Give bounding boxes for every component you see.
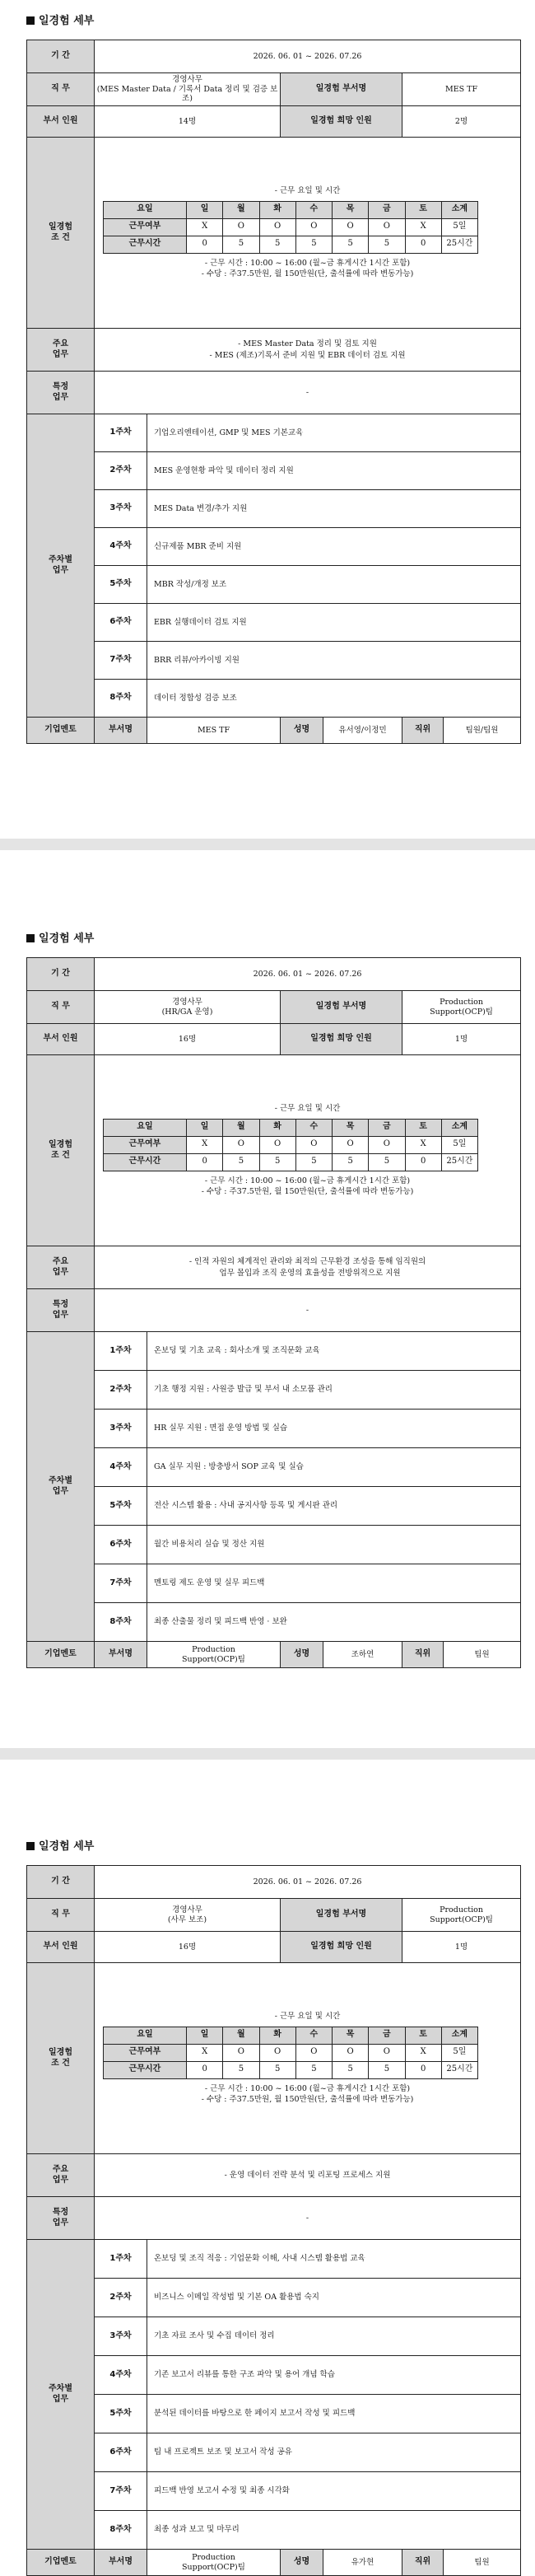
week-task: 팀 내 프로젝트 보조 및 보고서 작성 공유 <box>147 2433 521 2472</box>
dept-count-label: 부서 인원 <box>27 1024 95 1055</box>
period-label: 기 간 <box>27 958 95 991</box>
main-tasks-label: 주요 업무 <box>27 329 95 372</box>
mentor-label: 기업멘토 <box>27 1642 95 1668</box>
schedule-header: 일 <box>187 201 223 218</box>
section-title <box>26 929 94 945</box>
schedule-cell: 5 <box>369 1153 405 1171</box>
schedule-header: 수 <box>295 201 332 218</box>
schedule-cell: 5 <box>223 1153 259 1171</box>
schedule-cell: O <box>295 2044 332 2061</box>
schedule-cell: O <box>259 1136 295 1153</box>
detail-table <box>26 1865 521 2576</box>
week-task: GA 실무 지원 : 방충방서 SOP 교육 및 실습 <box>147 1448 521 1487</box>
schedule-table <box>103 201 478 254</box>
schedule-header: 화 <box>259 201 295 218</box>
schedule-cell: O <box>223 1136 259 1153</box>
mentor-dept-value: Production Support(OCP)팀 <box>147 1642 281 1668</box>
condition-note: - 수당 : 주37.5만원, 월 150만원(단, 출석률에 따라 변동가능) <box>201 269 414 279</box>
schedule-cell: O <box>369 2044 405 2061</box>
schedule-header: 월 <box>223 2027 259 2044</box>
hope-count-label: 일경험 희망 인원 <box>281 106 402 138</box>
page-separator <box>0 1748 535 1760</box>
schedule-header: 토 <box>405 2027 441 2044</box>
schedule-row-label: 근무여부 <box>104 218 187 236</box>
week-task: MES 운영현황 파악 및 데이터 정리 지원 <box>147 452 521 490</box>
detail-table <box>26 40 521 744</box>
mentor-dept-label: 부서명 <box>95 718 147 744</box>
week-label: 4주차 <box>95 528 147 566</box>
hope-count-label: 일경험 희망 인원 <box>281 1024 402 1055</box>
schedule-cell: 5 <box>259 1153 295 1171</box>
schedule-cell: X <box>405 1136 441 1153</box>
schedule-cell: 5 <box>295 1153 332 1171</box>
schedule-cell: O <box>369 1136 405 1153</box>
schedule-header: 목 <box>333 2027 369 2044</box>
period-value: 2026. 06. 01 ~ 2026. 07.26 <box>95 958 521 991</box>
week-label: 3주차 <box>95 2317 147 2356</box>
main-task-item: 업무 몰입과 조직 운영의 효율성을 전방위적으로 지원 <box>214 1268 401 1278</box>
week-label: 7주차 <box>95 2472 147 2511</box>
hope-count-value: 1명 <box>402 1024 521 1055</box>
schedule-cell: 5 <box>295 2061 332 2078</box>
mentor-dept-value: Production Support(OCP)팀 <box>147 2550 281 2576</box>
schedule-cell: 0 <box>187 236 223 253</box>
week-task: 멘토링 제도 운영 및 실무 피드백 <box>147 1564 521 1603</box>
schedule-header: 수 <box>295 1119 332 1136</box>
mentor-position-label: 직위 <box>402 1642 444 1668</box>
mentor-dept-label: 부서명 <box>95 2550 147 2576</box>
schedule-cell: O <box>223 2044 259 2061</box>
condition-note: - 수당 : 주37.5만원, 월 150만원(단, 출석률에 따라 변동가능) <box>201 1187 414 1197</box>
hope-count-value: 1명 <box>402 1932 521 1963</box>
schedule-cell: 25시간 <box>441 1153 477 1171</box>
square-bullet-icon <box>26 16 35 25</box>
week-task: 신규제품 MBR 준비 지원 <box>147 528 521 566</box>
week-label: 1주차 <box>95 1332 147 1371</box>
schedule-cell: 5 <box>259 2061 295 2078</box>
conditions-heading: - 근무 요일 및 시간 <box>274 2011 341 2021</box>
dept-name-value: MES TF <box>402 73 521 106</box>
duty-value: 경영사무 (HR/GA 운영) <box>95 991 281 1024</box>
period-label: 기 간 <box>27 1866 95 1899</box>
schedule-cell: O <box>223 218 259 236</box>
schedule-cell: 5 <box>223 2061 259 2078</box>
special-tasks-label: 특정 업무 <box>27 1289 95 1332</box>
duty-label: 직 무 <box>27 73 95 106</box>
mentor-position-label: 직위 <box>402 718 444 744</box>
schedule-header: 토 <box>405 1119 441 1136</box>
schedule-header: 화 <box>259 2027 295 2044</box>
mentor-position-value: 팀원 <box>444 2550 521 2576</box>
schedule-cell: 0 <box>405 1153 441 1171</box>
schedule-cell: 0 <box>405 236 441 253</box>
mentor-name-label: 성명 <box>281 1642 323 1668</box>
mentor-position-value: 팀원 <box>444 1642 521 1668</box>
main-tasks-block <box>95 2154 521 2197</box>
special-tasks-label: 특정 업무 <box>27 372 95 414</box>
main-tasks-block <box>95 1246 521 1289</box>
week-task: MES Data 변경/추가 지원 <box>147 490 521 528</box>
schedule-header: 월 <box>223 201 259 218</box>
week-task: 데이터 정합성 검증 보조 <box>147 680 521 718</box>
mentor-dept-value: MES TF <box>147 718 281 744</box>
dept-name-label: 일경험 부서명 <box>281 1899 402 1932</box>
period-label: 기 간 <box>27 40 95 73</box>
week-label: 8주차 <box>95 1603 147 1642</box>
dept-name-label: 일경험 부서명 <box>281 73 402 106</box>
dept-count-value: 14명 <box>95 106 281 138</box>
schedule-header: 요일 <box>104 201 187 218</box>
schedule-cell: 5 <box>369 2061 405 2078</box>
dept-name-value: Production Support(OCP)팀 <box>402 991 521 1024</box>
section-title-text: 일경험 세부 <box>39 1840 95 1853</box>
schedule-header: 요일 <box>104 1119 187 1136</box>
square-bullet-icon <box>26 1842 35 1850</box>
schedule-row-label: 근무시간 <box>104 1153 187 1171</box>
schedule-cell: 5일 <box>441 1136 477 1153</box>
week-task: 온보딩 및 조직 적응 : 기업문화 이해, 사내 시스템 활용법 교육 <box>147 2240 521 2279</box>
week-label: 5주차 <box>95 2395 147 2433</box>
mentor-position-label: 직위 <box>402 2550 444 2576</box>
conditions-heading: - 근무 요일 및 시간 <box>274 1103 341 1113</box>
schedule-cell: 5 <box>369 236 405 253</box>
schedule-row-label: 근무여부 <box>104 2044 187 2061</box>
mentor-position-value: 팀원/팀원 <box>444 718 521 744</box>
week-label: 7주차 <box>95 1564 147 1603</box>
schedule-cell: O <box>333 2044 369 2061</box>
conditions-block <box>95 138 521 329</box>
page-separator <box>0 839 535 850</box>
week-label: 7주차 <box>95 642 147 680</box>
mentor-dept-label: 부서명 <box>95 1642 147 1668</box>
week-task: 전산 시스템 활용 : 사내 공지사항 등록 및 게시판 관리 <box>147 1487 521 1526</box>
week-task: 기초 행정 지원 : 사원증 발급 및 부서 내 소모품 관리 <box>147 1371 521 1410</box>
schedule-cell: O <box>259 218 295 236</box>
schedule-cell: O <box>333 218 369 236</box>
dept-count-value: 16명 <box>95 1932 281 1963</box>
schedule-cell: X <box>187 2044 223 2061</box>
schedule-header: 목 <box>333 201 369 218</box>
schedule-cell: O <box>333 1136 369 1153</box>
section-title-text: 일경험 세부 <box>39 933 95 945</box>
week-label: 8주차 <box>95 680 147 718</box>
schedule-row-label: 근무시간 <box>104 2061 187 2078</box>
week-label: 1주차 <box>95 2240 147 2279</box>
duty-label: 직 무 <box>27 991 95 1024</box>
conditions-block <box>95 1055 521 1246</box>
schedule-cell: 5일 <box>441 2044 477 2061</box>
schedule-cell: 0 <box>187 2061 223 2078</box>
schedule-header: 토 <box>405 201 441 218</box>
main-task-item: - MES Master Data 정리 및 검토 지원 <box>238 339 377 348</box>
conditions-label: 일경험 조 건 <box>27 1963 95 2154</box>
mentor-label: 기업멘토 <box>27 718 95 744</box>
main-task-item: - 인적 자원의 체계적인 관리와 최적의 근무환경 조성을 통해 임직원의 <box>188 1256 426 1266</box>
weekly-tasks-label: 주차별 업무 <box>27 414 95 718</box>
schedule-cell: X <box>187 218 223 236</box>
conditions-label: 일경험 조 건 <box>27 1055 95 1246</box>
schedule-cell: X <box>187 1136 223 1153</box>
conditions-heading: - 근무 요일 및 시간 <box>274 185 341 195</box>
weekly-tasks-label: 주차별 업무 <box>27 2240 95 2550</box>
schedule-cell: O <box>259 2044 295 2061</box>
week-label: 3주차 <box>95 1410 147 1448</box>
week-label: 5주차 <box>95 1487 147 1526</box>
schedule-cell: 5 <box>259 236 295 253</box>
section-title-text: 일경험 세부 <box>39 15 95 27</box>
dept-count-value: 16명 <box>95 1024 281 1055</box>
schedule-cell: 5 <box>333 2061 369 2078</box>
week-task: EBR 실행데이터 검토 지원 <box>147 604 521 642</box>
condition-note: - 근무 시간 : 10:00 ~ 16:00 (월~금 휴게시간 1시간 포함) <box>204 258 411 268</box>
week-task: BRR 리뷰/아카이빙 지원 <box>147 642 521 680</box>
schedule-cell: 0 <box>405 2061 441 2078</box>
mentor-name-value: 유서영/이정민 <box>323 718 402 744</box>
duty-label: 직 무 <box>27 1899 95 1932</box>
dept-count-label: 부서 인원 <box>27 1932 95 1963</box>
special-tasks-value: - <box>95 1289 521 1332</box>
week-task: 기존 보고서 리뷰를 통한 구조 파악 및 용어 개념 학습 <box>147 2356 521 2395</box>
week-label: 6주차 <box>95 1526 147 1564</box>
week-label: 2주차 <box>95 1371 147 1410</box>
week-label: 3주차 <box>95 490 147 528</box>
schedule-table <box>103 1119 478 1171</box>
main-task-item: - MES (제조)기록서 준비 지원 및 EBR 데이터 검토 지원 <box>209 350 406 360</box>
period-value: 2026. 06. 01 ~ 2026. 07.26 <box>95 1866 521 1899</box>
schedule-header: 금 <box>369 1119 405 1136</box>
schedule-header: 일 <box>187 2027 223 2044</box>
hope-count-value: 2명 <box>402 106 521 138</box>
schedule-cell: X <box>405 2044 441 2061</box>
schedule-cell: 5일 <box>441 218 477 236</box>
schedule-cell: 25시간 <box>441 236 477 253</box>
main-task-item: - 운영 데이터 전략 분석 및 리포팅 프로세스 지원 <box>224 2170 391 2180</box>
condition-note: - 근무 시간 : 10:00 ~ 16:00 (월~금 휴게시간 1시간 포함) <box>204 2083 411 2093</box>
week-task: 월간 비용처리 실습 및 정산 지원 <box>147 1526 521 1564</box>
schedule-header: 화 <box>259 1119 295 1136</box>
week-task: 피드백 반영 보고서 수정 및 최종 시각화 <box>147 2472 521 2511</box>
mentor-name-value: 조하연 <box>323 1642 402 1668</box>
schedule-row-label: 근무시간 <box>104 236 187 253</box>
schedule-header: 일 <box>187 1119 223 1136</box>
week-task: 최종 성과 보고 및 마무리 <box>147 2511 521 2550</box>
conditions-label: 일경험 조 건 <box>27 138 95 329</box>
schedule-header: 금 <box>369 201 405 218</box>
mentor-name-label: 성명 <box>281 2550 323 2576</box>
week-task: 최종 산출물 정리 및 피드백 반영 · 보완 <box>147 1603 521 1642</box>
schedule-cell: 5 <box>333 236 369 253</box>
schedule-cell: 5 <box>295 236 332 253</box>
week-label: 2주차 <box>95 2279 147 2317</box>
dept-name-value: Production Support(OCP)팀 <box>402 1899 521 1932</box>
week-label: 2주차 <box>95 452 147 490</box>
schedule-cell: X <box>405 218 441 236</box>
schedule-header: 수 <box>295 2027 332 2044</box>
week-task: 기초 자료 조사 및 수집 데이터 정리 <box>147 2317 521 2356</box>
conditions-block <box>95 1963 521 2154</box>
schedule-header: 금 <box>369 2027 405 2044</box>
special-tasks-value: - <box>95 2197 521 2240</box>
condition-note: - 수당 : 주37.5만원, 월 150만원(단, 출석률에 따라 변동가능) <box>201 2095 414 2105</box>
main-tasks-block <box>95 329 521 372</box>
schedule-header: 소계 <box>441 1119 477 1136</box>
week-label: 6주차 <box>95 604 147 642</box>
schedule-cell: 25시간 <box>441 2061 477 2078</box>
mentor-name-value: 유가현 <box>323 2550 402 2576</box>
schedule-cell: O <box>295 218 332 236</box>
week-task: 분석된 데이터를 바탕으로 한 페이지 보고서 작성 및 피드백 <box>147 2395 521 2433</box>
week-label: 4주차 <box>95 2356 147 2395</box>
period-value: 2026. 06. 01 ~ 2026. 07.26 <box>95 40 521 73</box>
schedule-cell: 5 <box>223 236 259 253</box>
week-task: 온보딩 및 기초 교육 : 회사소개 및 조직문화 교육 <box>147 1332 521 1371</box>
schedule-cell: 0 <box>187 1153 223 1171</box>
hope-count-label: 일경험 희망 인원 <box>281 1932 402 1963</box>
schedule-header: 월 <box>223 1119 259 1136</box>
week-label: 1주차 <box>95 414 147 452</box>
detail-table <box>26 957 521 1668</box>
section-title <box>26 1837 94 1853</box>
week-task: HR 실무 지원 : 면접 운영 방법 및 실습 <box>147 1410 521 1448</box>
week-label: 5주차 <box>95 566 147 604</box>
schedule-table <box>103 2027 478 2079</box>
schedule-cell: O <box>369 218 405 236</box>
duty-value: 경영사무 (MES Master Data / 기록서 Data 정리 및 검증 보조) <box>95 73 281 106</box>
schedule-cell: O <box>295 1136 332 1153</box>
duty-value: 경영사무 (사무 보조) <box>95 1899 281 1932</box>
schedule-cell: 5 <box>333 1153 369 1171</box>
weekly-tasks-label: 주차별 업무 <box>27 1332 95 1642</box>
mentor-name-label: 성명 <box>281 718 323 744</box>
square-bullet-icon <box>26 934 35 942</box>
schedule-header: 소계 <box>441 2027 477 2044</box>
week-label: 6주차 <box>95 2433 147 2472</box>
main-tasks-label: 주요 업무 <box>27 1246 95 1289</box>
section-title <box>26 12 94 27</box>
dept-name-label: 일경험 부서명 <box>281 991 402 1024</box>
schedule-header: 소계 <box>441 201 477 218</box>
schedule-row-label: 근무여부 <box>104 1136 187 1153</box>
week-task: MBR 작성/개정 보조 <box>147 566 521 604</box>
special-tasks-value: - <box>95 372 521 414</box>
main-tasks-label: 주요 업무 <box>27 2154 95 2197</box>
week-label: 4주차 <box>95 1448 147 1487</box>
mentor-label: 기업멘토 <box>27 2550 95 2576</box>
condition-note: - 근무 시간 : 10:00 ~ 16:00 (월~금 휴게시간 1시간 포함) <box>204 1176 411 1185</box>
schedule-header: 요일 <box>104 2027 187 2044</box>
week-label: 8주차 <box>95 2511 147 2550</box>
special-tasks-label: 특정 업무 <box>27 2197 95 2240</box>
schedule-header: 목 <box>333 1119 369 1136</box>
week-task: 기업오리엔테이션, GMP 및 MES 기본교육 <box>147 414 521 452</box>
week-task: 비즈니스 이메일 작성법 및 기본 OA 활용법 숙지 <box>147 2279 521 2317</box>
dept-count-label: 부서 인원 <box>27 106 95 138</box>
